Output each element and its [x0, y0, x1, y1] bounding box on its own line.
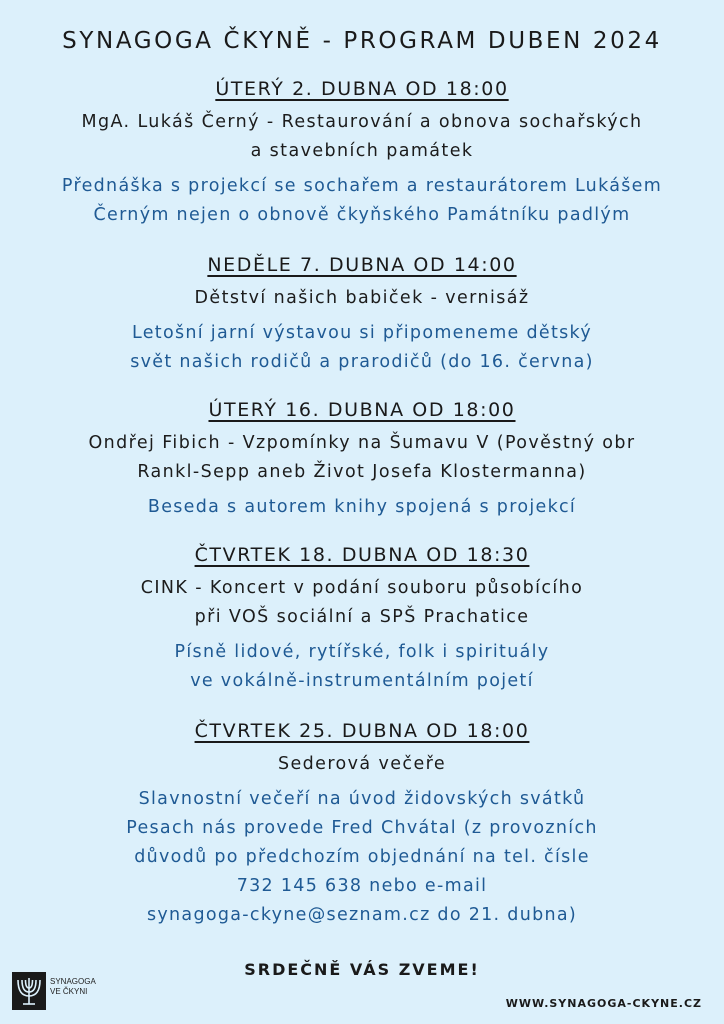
event-name-line: Dětství našich babiček - vernisáž	[194, 288, 530, 308]
event-date: ČTVRTEK 18. DUBNA OD 18:30	[194, 544, 530, 566]
event-name	[0, 284, 724, 313]
event-desc-line: Černým nejen o obnově čkyňského Památníku padlým	[93, 205, 631, 225]
event-2	[0, 252, 724, 377]
event-1	[0, 76, 724, 230]
event-date: ÚTERÝ 2. DUBNA OD 18:00	[215, 78, 509, 100]
logo-line: SYNAGOGA	[50, 977, 96, 986]
event-name-line: MgA. Lukáš Černý - Restaurování a obnova sochařských	[81, 112, 643, 132]
event-name-line: a stavebních památek	[250, 141, 474, 161]
event-name-line: Sederová večeře	[278, 754, 446, 774]
event-name	[0, 429, 724, 487]
event-name-line: při VOŠ sociální a SPŠ Prachatice	[194, 607, 530, 627]
event-name-line: CINK - Koncert v podání souboru působícího	[140, 578, 584, 598]
event-desc-line: 732 145 638 nebo e-mail	[236, 876, 488, 896]
event-5	[0, 718, 724, 930]
page-title: SYNAGOGA ČKYNĚ - PROGRAM DUBEN 2024	[62, 28, 662, 54]
event-4	[0, 542, 724, 696]
event-description	[0, 638, 724, 696]
logo-line: VE ČKYNI	[50, 987, 88, 996]
event-name-line: Rankl-Sepp aneb Život Josefa Klostermanna)	[137, 462, 587, 482]
event-desc-line: Písně lidové, rytířské, folk i spirituály	[174, 642, 550, 662]
event-description	[0, 172, 724, 230]
event-description	[0, 493, 724, 522]
event-desc-line: Přednáška s projekcí se sochařem a restaurátorem Lukášem	[61, 176, 663, 196]
event-desc-line: důvodů po předchozím objednání na tel. čísle	[134, 847, 590, 867]
event-3	[0, 397, 724, 522]
event-desc-line: synagoga-ckyne@seznam.cz do 21. dubna)	[146, 905, 578, 925]
synagogue-logo	[12, 972, 112, 1014]
event-desc-line: Slavnostní večeří na úvod židovských svátků	[138, 789, 586, 809]
event-name	[0, 574, 724, 632]
menorah-icon	[12, 972, 46, 1010]
event-date: ČTVRTEK 25. DUBNA OD 18:00	[194, 720, 530, 742]
event-desc-line: Pesach nás provede Fred Chvátal (z provozních	[126, 818, 598, 838]
website-url: WWW.SYNAGOGA-CKYNE.CZ	[505, 997, 702, 1010]
event-description	[0, 319, 724, 377]
event-name	[0, 750, 724, 779]
event-desc-line: Beseda s autorem knihy spojená s projekcí	[147, 497, 577, 517]
logo-text	[50, 977, 96, 997]
event-desc-line: ve vokálně-instrumentálním pojetí	[190, 671, 534, 691]
event-name-line: Ondřej Fibich - Vzpomínky na Šumavu V (Pověstný obr	[88, 433, 636, 453]
event-date: ÚTERÝ 16. DUBNA OD 18:00	[208, 399, 516, 421]
event-date: NEDĚLE 7. DUBNA OD 14:00	[207, 254, 517, 276]
event-desc-line: Letošní jarní výstavou si připomeneme dětský	[131, 323, 593, 343]
event-name	[0, 108, 724, 166]
closing-invitation: SRDEČNĚ VÁS ZVEME!	[244, 960, 480, 979]
event-desc-line: svět našich rodičů a prarodičů (do 16. června)	[130, 352, 594, 372]
event-description	[0, 785, 724, 930]
